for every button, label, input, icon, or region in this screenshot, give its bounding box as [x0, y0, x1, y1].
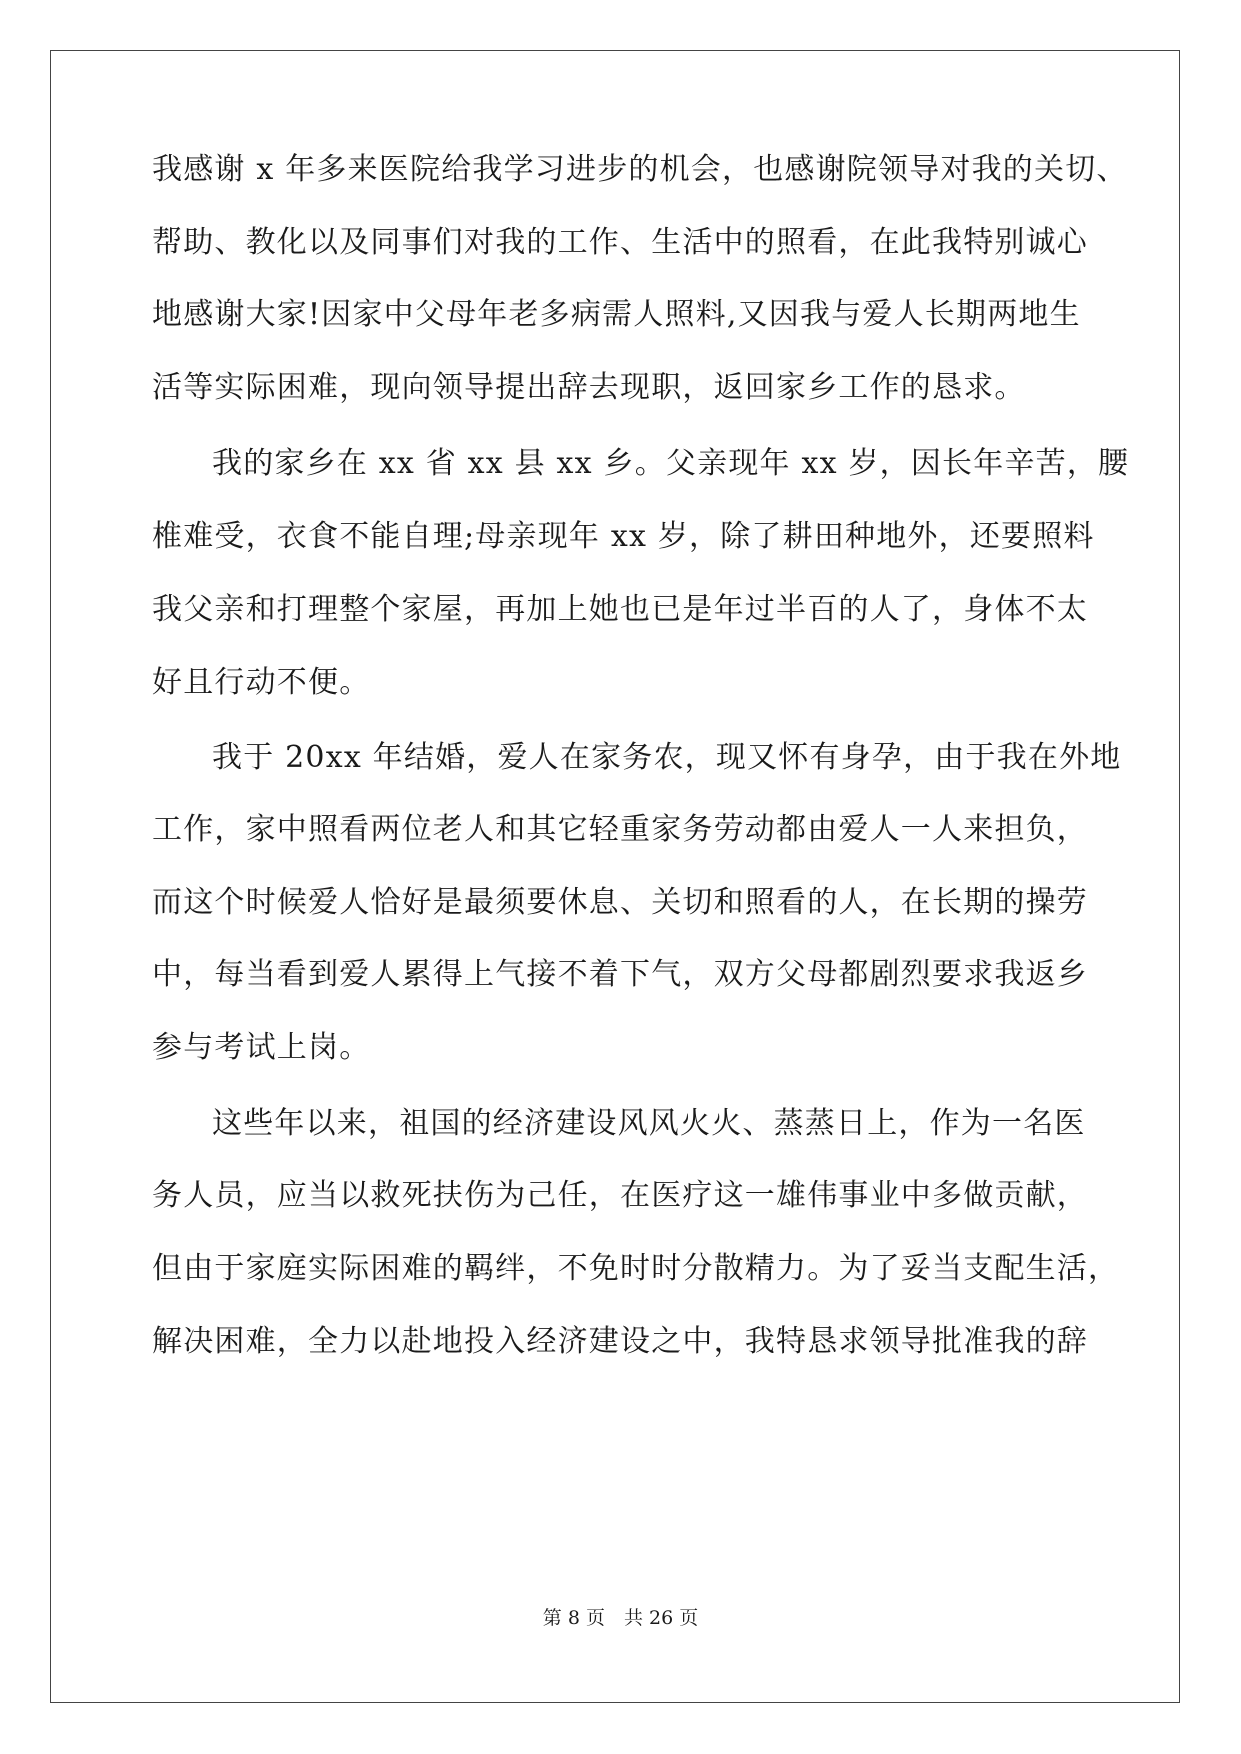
text-line: 我感谢 x 年多来医院给我学习进步的机会，也感谢院领导对我的关切、 [152, 152, 1128, 187]
text-line: 地感谢大家!因家中父母年老多病需人照料,又因我与爱人长期两地生 [152, 297, 1081, 332]
paragraph-first-line: 我于 20xx 年结婚，爱人在家务农，现又怀有身孕，由于我在外地 [212, 740, 1122, 775]
text-line: 解决困难，全力以赴地投入经济建设之中，我特恳求领导批准我的辞 [152, 1324, 1088, 1359]
text-line: 务人员，应当以救死扶伤为己任，在医疗这一雄伟事业中多做贡献， [152, 1178, 1088, 1213]
page-number-footer: 第 8 页 共 26 页 [542, 1607, 699, 1629]
text-line: 中，每当看到爱人累得上气接不着下气，双方父母都剧烈要求我返乡 [152, 957, 1088, 992]
text-line: 活等实际困难，现向领导提出辞去现职，返回家乡工作的恳求。 [152, 370, 1026, 405]
paragraph-first-line: 我的家乡在 xx 省 xx 县 xx 乡。父亲现年 xx 岁，因长年辛苦，腰 [212, 446, 1130, 481]
paragraph-first-line: 这些年以来，祖国的经济建设风风火火、蒸蒸日上，作为一名医 [212, 1106, 1086, 1141]
text-line: 工作，家中照看两位老人和其它轻重家务劳动都由爱人一人来担负， [152, 812, 1088, 847]
text-line: 但由于家庭实际困难的羁绊，不免时时分散精力。为了妥当支配生活， [152, 1251, 1120, 1286]
text-line: 椎难受，衣食不能自理;母亲现年 xx 岁，除了耕田种地外，还要照料 [152, 519, 1095, 554]
text-line: 而这个时候爱人恰好是最须要休息、关切和照看的人，在长期的操劳 [152, 885, 1088, 920]
text-line: 我父亲和打理整个家屋，再加上她也已是年过半百的人了，身体不太 [152, 592, 1088, 627]
text-line: 好且行动不便。 [152, 665, 371, 700]
text-line: 参与考试上岗。 [152, 1030, 371, 1065]
text-line: 帮助、教化以及同事们对我的工作、生活中的照看，在此我特别诚心 [152, 225, 1088, 260]
